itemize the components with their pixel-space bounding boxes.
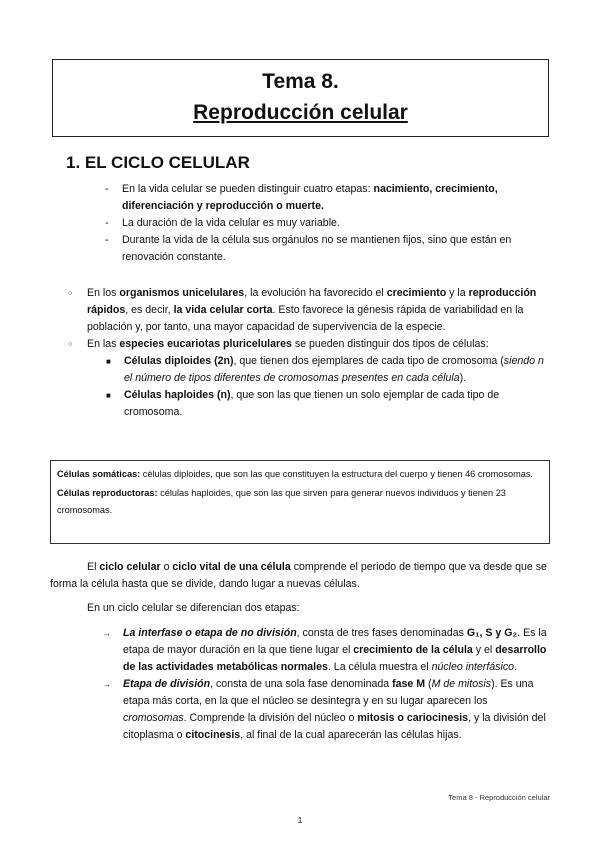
title-line-2: Reproducción celular bbox=[193, 101, 408, 124]
text-span: . Esto favorece la génesis rápida de variabilidad en la población y, por tanto, una mayor capacidad de supervivencia de la especie. bbox=[87, 304, 524, 333]
bold-span: fase M bbox=[392, 678, 426, 690]
text-span: . Es la etapa de mayor duración en la que tiene lugar el bbox=[123, 627, 547, 656]
text-span: se pueden distinguir dos tipos de células: bbox=[291, 338, 489, 350]
bold-span: ciclo vital de una célula bbox=[172, 561, 291, 573]
text-span: En los bbox=[87, 287, 120, 299]
arrow-list bbox=[123, 625, 553, 744]
bold-span: desarrollo de las actividades metabólicas normales bbox=[123, 644, 547, 673]
title-line-1: Tema 8. bbox=[262, 70, 339, 93]
info-box bbox=[50, 460, 550, 544]
dash-text: La duración de la vida celular es muy variable. bbox=[122, 217, 340, 229]
text-span: En las bbox=[87, 338, 120, 350]
page-number: 1 bbox=[297, 815, 303, 825]
text-span: células diploides, que son las que constituyen la estructura del cuerpo y tienen 46 cromosomas. bbox=[140, 469, 533, 479]
bold-span: Células somáticas: bbox=[57, 469, 141, 479]
bold-italic-span: Etapa de división bbox=[123, 678, 211, 690]
bold-span: Células haploides (n) bbox=[124, 389, 231, 401]
text-span: , consta de una sola fase denominada bbox=[210, 678, 393, 690]
text-span: , es decir, bbox=[125, 304, 174, 316]
bold-span: especies eucariotas pluricelulares bbox=[119, 338, 292, 350]
list-item bbox=[122, 215, 554, 232]
circle-list bbox=[87, 285, 552, 421]
text-span: , al final de la cual aparecerán las células hijas. bbox=[240, 729, 462, 741]
bold-span: Células diploides (2n) bbox=[124, 355, 234, 367]
text-span: . Comprende la división del núcleo o bbox=[183, 712, 358, 724]
bold-span: Células reproductoras: bbox=[57, 488, 158, 498]
bold-span: crecimiento de la célula bbox=[353, 644, 473, 656]
bold-span: mitosis o cariocinesis bbox=[357, 712, 469, 724]
list-item bbox=[122, 232, 554, 266]
paragraph bbox=[50, 559, 552, 593]
title-box bbox=[52, 59, 549, 137]
text-span: , y la división del citoplasma o bbox=[123, 712, 546, 741]
list-item bbox=[87, 285, 552, 336]
italic-span: M de mitosis bbox=[431, 678, 492, 690]
text-span: , que son las que tienen un solo ejemplar de cada tipo de cromosoma. bbox=[124, 389, 500, 418]
text-span: y la bbox=[446, 287, 469, 299]
list-item bbox=[124, 387, 552, 421]
bold-span: organismos unicelulares bbox=[119, 287, 245, 299]
list-item bbox=[123, 625, 553, 676]
dash-text: Durante la vida de la célula sus orgánulos no se mantienen fijos, sino que están en renovación constante. bbox=[122, 234, 512, 263]
text-span: El bbox=[87, 561, 100, 573]
italic-span: cromosomas bbox=[123, 712, 184, 724]
text-span: , consta de tres fases denominadas bbox=[296, 627, 467, 639]
text-span: y el bbox=[472, 644, 496, 656]
text-span: comprende el periodo de tiempo que va desde que se forma la célula hasta que se divide, dando lugar a nuevas células. bbox=[50, 561, 547, 590]
bold-span: ciclo celular bbox=[99, 561, 161, 573]
dash-bold: nacimiento, crecimiento, diferenciación y reproducción o muerte. bbox=[122, 183, 498, 212]
list-item bbox=[123, 676, 553, 744]
text-span: o bbox=[160, 561, 173, 573]
text-span: ( bbox=[425, 678, 432, 690]
text-span: células haploides, que son las que sirven para generar nuevos individuos y tienen 23 cromosomas. bbox=[57, 488, 506, 515]
box-paragraph bbox=[57, 485, 543, 519]
bold-italic-span: La interfase o etapa de no división bbox=[123, 627, 297, 639]
page-footer: Tema 8 - Reproducción celular bbox=[448, 793, 550, 802]
bold-span: reproducción rápidos bbox=[87, 287, 537, 316]
list-item bbox=[87, 336, 552, 421]
dash-list bbox=[122, 181, 554, 266]
dash-text: En la vida celular se pueden distinguir cuatro etapas: bbox=[122, 183, 374, 195]
text-span: ). Es una etapa más corta, en la que el núcleo se desintegra y en su lugar aparecen los bbox=[123, 678, 534, 707]
text-span: . La célula muestra el bbox=[327, 661, 432, 673]
list-item bbox=[122, 181, 554, 215]
bold-span: la vida celular corta bbox=[173, 304, 273, 316]
italic-span: núcleo interfásico bbox=[431, 661, 515, 673]
text-span: . bbox=[514, 661, 517, 673]
bold-span: G₁, S y G₂ bbox=[466, 627, 518, 639]
square-list bbox=[124, 353, 552, 421]
bold-span: citocinesis bbox=[185, 729, 241, 741]
italic-span: siendo n el número de tipos diferentes de cromosomas presentes en cada célula bbox=[124, 355, 544, 384]
text-span: ). bbox=[459, 372, 467, 384]
paragraph: En un ciclo celular se diferencian dos etapas: bbox=[87, 602, 300, 614]
text-span: , la evolución ha favorecido el bbox=[244, 287, 387, 299]
bold-span: crecimiento bbox=[386, 287, 447, 299]
list-item bbox=[124, 353, 552, 387]
box-paragraph bbox=[57, 466, 543, 483]
text-span: , que tienen dos ejemplares de cada tipo de cromosoma ( bbox=[233, 355, 504, 367]
section-heading: 1. EL CICLO CELULAR bbox=[66, 153, 250, 172]
